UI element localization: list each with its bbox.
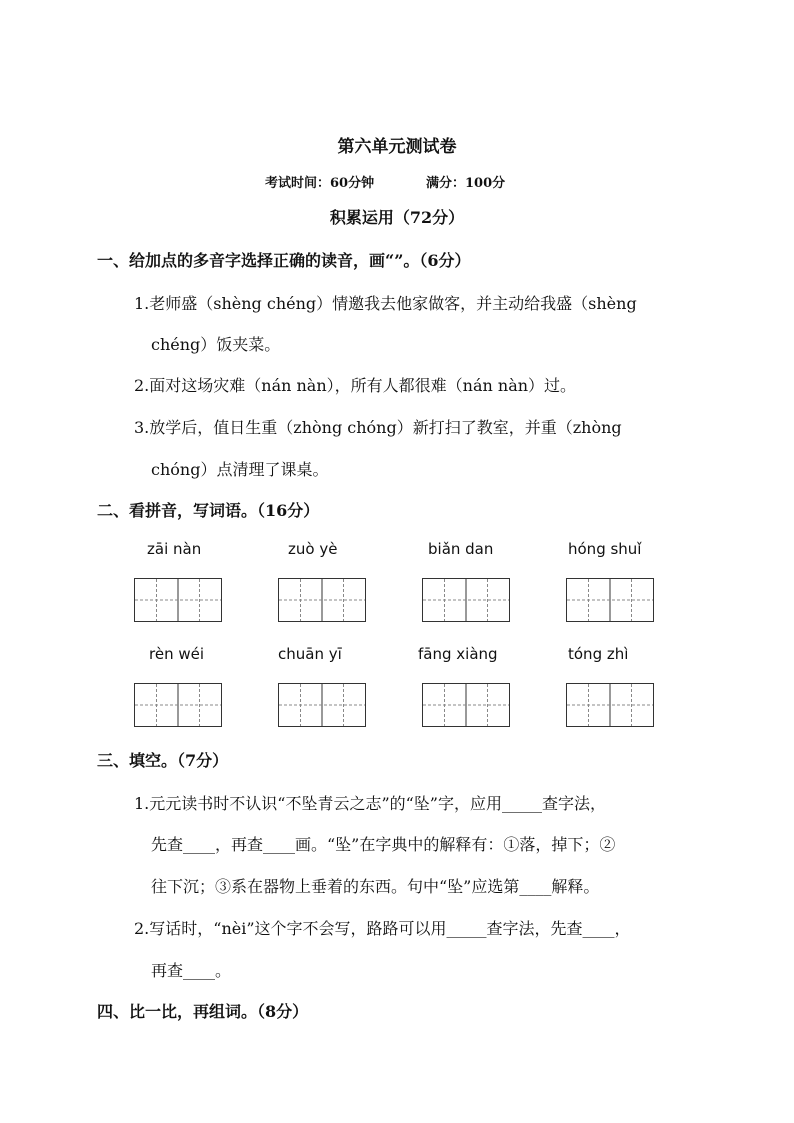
pinyin-label: zuò yè (288, 540, 338, 558)
s3-q1-line3: 往下沉；③系在器物上垂着的东西。句中“坠”应选第____解释。 (151, 877, 600, 896)
exam-time: 考试时间：60分钟 (265, 176, 375, 191)
answer-grid[interactable] (422, 683, 510, 727)
answer-grid[interactable] (134, 683, 222, 727)
answer-grid[interactable] (134, 578, 222, 622)
s3-q2-line2: 再查____。 (151, 961, 232, 980)
answer-grid[interactable] (566, 683, 654, 727)
answer-grid[interactable] (278, 578, 366, 622)
s1-q1-line2: chéng）饭夹菜。 (151, 335, 281, 354)
pinyin-label: biǎn dan (428, 540, 494, 558)
answer-grid[interactable] (422, 578, 510, 622)
s3-q1-line1: 1.元元读书时不认识“不坠青云之志”的“坠”字，应用_____查字法， (134, 794, 606, 813)
page-title: 第六单元测试卷 (337, 137, 457, 157)
pinyin-label: zāi nàn (147, 540, 202, 558)
section-2-heading: 二、看拼音，写词语。（16分） (97, 501, 320, 520)
section-4-heading: 四、比一比，再组词。（8分） (97, 1002, 309, 1021)
s1-q2-line1: 2.面对这场灾难（nán nàn），所有人都很难（nán nàn）过。 (134, 376, 577, 395)
pinyin-label: hóng shuǐ (568, 540, 642, 558)
full-score: 满分：100分 (426, 176, 506, 191)
pinyin-label: rèn wéi (149, 645, 205, 663)
section-3-heading: 三、填空。（7分） (97, 751, 229, 770)
s1-q3-line2: chóng）点清理了课桌。 (151, 460, 329, 479)
pinyin-label: chuān yī (278, 645, 342, 663)
s1-q1-line1: 1.老师盛（shèng chéng）情邀我去他家做客，并主动给我盛（shèng (134, 294, 637, 313)
s3-q1-line2: 先查____，再查____画。“坠”在字典中的解释有：①落，掉下；② (151, 835, 616, 854)
pinyin-label: fāng xiàng (418, 645, 498, 663)
s1-q3-line1: 3.放学后，值日生重（zhòng chóng）新打扫了教室，并重（zhòng (134, 418, 622, 437)
pinyin-label: tóng zhì (568, 645, 629, 663)
part-subtitle: 积累运用（72分） (329, 208, 465, 227)
s3-q2-line1: 2.写话时，“nèi”这个字不会写，路路可以用_____查字法，先查____， (134, 919, 631, 938)
answer-grid[interactable] (278, 683, 366, 727)
answer-grid[interactable] (566, 578, 654, 622)
section-1-heading: 一、给加点的多音字选择正确的读音，画“”。（6分） (97, 251, 471, 270)
